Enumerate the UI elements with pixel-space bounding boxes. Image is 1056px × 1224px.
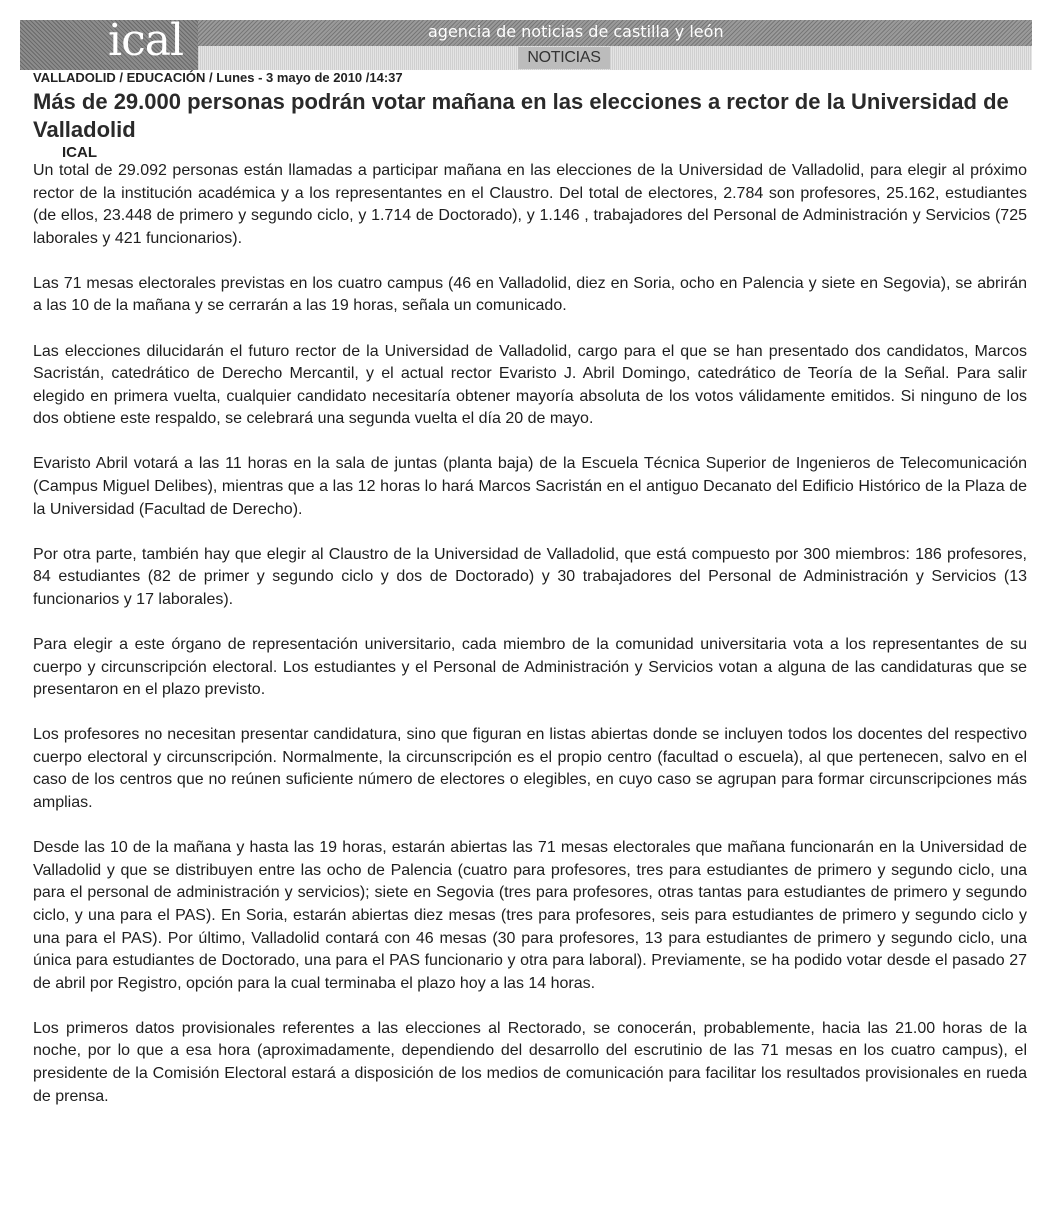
masthead-section-bar xyxy=(198,46,1032,70)
headline: Más de 29.000 personas podrán votar mañana en las elecciones a rector de la Universidad de Valladolid xyxy=(33,89,1009,142)
agency-name: agencia de noticias de castilla y león xyxy=(428,22,724,41)
article-body xyxy=(33,160,1027,1131)
paragraph: Desde las 10 de la mañana y hasta las 19 horas, estarán abiertas las 71 mesas electorales que mañana funcionarán en la Universidad de Valladolid y que se distribuyen entre las ocho de Palencia (cuatro para profesores, tres para estudiantes de primero y segundo ciclo, una para el personal de administración y servicios); siete en Segovia (tres para profesores, otras tantas para estudiantes de primero y segundo ciclo, y una para el PAS). En Soria, estarán abiertas diez mesas (tres para profesores, seis para estudiantes de primero y segundo ciclo y una para el PAS). Por último, Valladolid contará con 46 mesas (30 para profesores, 13 para estudiantes de primero y segundo ciclo, una única para estudiantes de Doctorado, una para el PAS funcionario y otra para laboral). Previamente, se ha podido votar desde el pasado 27 de abril por Registro, opción para la cual terminaba el plazo hoy a las 14 horas. xyxy=(33,839,1027,992)
masthead-logo-block xyxy=(20,15,198,70)
paragraph: Por otra parte, también hay que elegir al Claustro de la Universidad de Valladolid, que está compuesto por 300 miembros: 186 profesores, 84 estudiantes (82 de primer y segundo ciclo y dos de Doctorado) y 30 trabajadores del Personal de Administración y Servicios (13 funcionarios y 17 laborales). xyxy=(33,545,1027,608)
paragraph: Las elecciones dilucidarán el futuro rector de la Universidad de Valladolid, cargo para el que se han presentado dos candidatos, Marcos Sacristán, catedrático de Derecho Mercantil, y el actual rector Evaristo J. Abril Domingo, catedrático de Teoría de la Señal. Para salir elegido en primera vuelta, cualquier candidato necesitaría obtener mayoría absoluta de los votos válidamente emitidos. Si ninguno de los dos obtiene este respaldo, se celebrará una segunda vuelta el día 20 de mayo. xyxy=(33,342,1027,428)
paragraph: Evaristo Abril votará a las 11 horas en la sala de juntas (planta baja) de la Escuela Técnica Superior de Ingenieros de Telecomunicación (Campus Miguel Delibes), mientras que a las 12 horas lo hará Marcos Sacristán en el antiguo Decanato del Edificio Histórico de la Plaza de la Universidad (Facultad de Derecho). xyxy=(33,455,1027,518)
paragraph: Los primeros datos provisionales referentes a las elecciones al Rectorado, se conocerán, probablemente, hacia las 21.00 horas de la noche, por lo que a esa hora (aproximadamente, dependiendo del desarrollo del escrutinio de las 71 mesas en los cuatro campus), el presidente de la Comisión Electoral estará a disposición de los medios de comunicación para facilitar los resultados provisionales en rueda de prensa. xyxy=(33,1019,1027,1105)
paragraph: Para elegir a este órgano de representación universitario, cada miembro de la comunidad universitaria vota a los representantes de su cuerpo y circunscripción electoral. Los estudiantes y el Personal de Administración y Servicios votan a alguna de las candidaturas que se presentaron en el plazo previsto. xyxy=(33,636,1027,699)
byline: ICAL xyxy=(62,144,97,161)
dateline: VALLADOLID / EDUCACIÓN / Lunes - 3 mayo de 2010 /14:37 xyxy=(33,70,403,85)
paragraph: Las 71 mesas electorales previstas en los cuatro campus (46 en Valladolid, diez en Soria, ocho en Palencia y siete en Segovia), se abrirán a las 10 de la mañana y se cerrarán a las 19 horas, señala un comunicado. xyxy=(33,274,1027,315)
masthead xyxy=(20,15,1032,70)
masthead-title-bar xyxy=(198,20,1032,46)
section-label: NOTICIAS xyxy=(518,47,610,69)
paragraph: Los profesores no necesitan presentar candidatura, sino que figuran en listas abiertas donde se incluyen todos los docentes del respectivo cuerpo electoral y circunscripción. Normalmente, la circunscripción es el propio centro (facultad o escuela), al que pertenecen, salvo en el caso de los centros que no reúnen suficiente número de electores o elegibles, en cuyo caso se agrupan para formar circunscripciones más amplias. xyxy=(33,726,1027,812)
paragraph: Un total de 29.092 personas están llamadas a participar mañana en las elecciones de la Universidad de Valladolid, para elegir al próximo rector de la institución académica y a los representantes en el Claustro. Del total de electores, 2.784 son profesores, 25.162, estudiantes (de ellos, 23.448 de primero y segundo ciclo, y 1.714 de Doctorado), y 1.146 , trabajadores del Personal de Administración y Servicios (725 laborales y 421 funcionarios). xyxy=(33,162,1027,247)
ical-logo: ical xyxy=(108,15,184,66)
